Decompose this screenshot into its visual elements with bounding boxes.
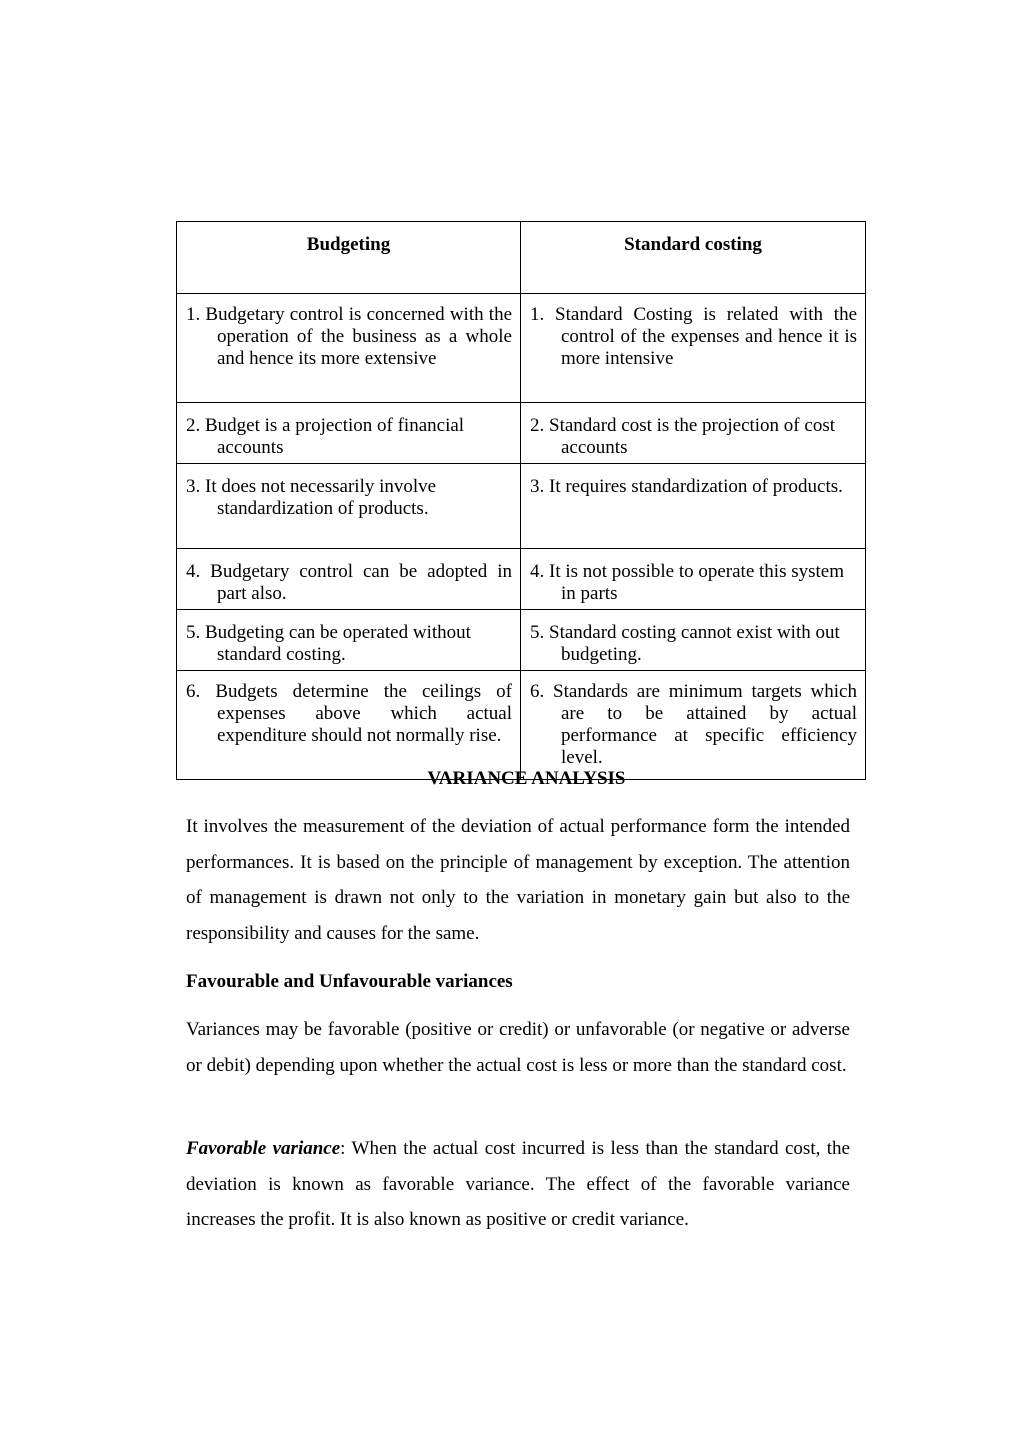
header-standard-costing: Standard costing xyxy=(521,222,866,294)
comparison-table xyxy=(176,221,866,780)
favorable-term: Favorable variance xyxy=(186,1138,341,1159)
table-row xyxy=(177,671,866,780)
budgeting-point-6: 6. Budgets determine the ceilings of expenses above which actual expenditure should not normally rise. xyxy=(186,681,512,746)
budgeting-point-3: 3. It does not necessarily involve standardization of products. xyxy=(186,476,437,519)
budgeting-point-4: 4. Budgetary control can be adopted in part also. xyxy=(186,561,512,604)
table-row xyxy=(177,464,866,549)
section-heading: VARIANCE ANALYSIS xyxy=(427,768,626,789)
header-budgeting: Budgeting xyxy=(177,222,521,294)
intro-paragraph: It involves the measurement of the deviation of actual performance form the intended performances. It is based on the principle of management by exception. The attention of management is drawn not only to the variation in monetary gain but also to the responsibility and causes for the same. xyxy=(186,816,850,944)
variances-paragraph: Variances may be favorable (positive or credit) or unfavorable (or negative or adverse or debit) depending upon whether the actual cost is less or more than the standard cost. xyxy=(186,1019,850,1076)
standard-costing-point-5: 5. Standard costing cannot exist with out budgeting. xyxy=(530,622,840,665)
table-header-row xyxy=(177,222,866,294)
table-row xyxy=(177,610,866,671)
table-row xyxy=(177,294,866,403)
favorable-paragraph xyxy=(186,1131,850,1238)
subheading: Favourable and Unfavourable variances xyxy=(186,971,513,992)
standard-costing-point-4: 4. It is not possible to operate this system in parts xyxy=(530,561,845,604)
standard-costing-point-1: 1. Standard Costing is related with the control of the expenses and hence it is more intensive xyxy=(530,304,857,369)
table-row xyxy=(177,403,866,464)
favorable-body: : When the actual cost incurred is less than the standard cost, the deviation is known as favorable variance. The effect of the favorable variance increases the profit. It is also known as positive or credit variance. xyxy=(186,1138,850,1230)
table-row xyxy=(177,549,866,610)
standard-costing-point-3: 3. It requires standardization of products. xyxy=(530,476,843,497)
budgeting-point-2: 2. Budget is a projection of financial accounts xyxy=(186,415,465,458)
standard-costing-point-6: 6. Standards are minimum targets which are to be attained by actual performance at specific efficiency level. xyxy=(530,681,857,768)
budgeting-point-5: 5. Budgeting can be operated without standard costing. xyxy=(186,622,471,665)
budgeting-point-1: 1. Budgetary control is concerned with the operation of the business as a whole and hence its more extensive xyxy=(186,304,512,369)
standard-costing-point-2: 2. Standard cost is the projection of cost accounts xyxy=(530,415,835,458)
